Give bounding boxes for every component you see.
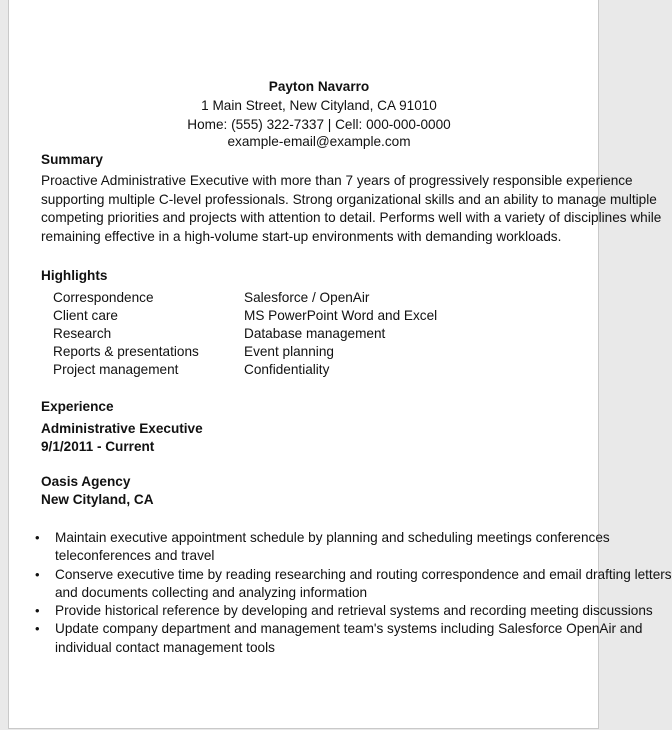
company-name: Oasis Agency bbox=[41, 474, 131, 489]
summary-line: supporting multiple C-level professionals. Strong organizational skills and an ability to manage multiple bbox=[41, 191, 657, 207]
summary-line: Proactive Administrative Executive with more than 7 years of progressively responsible experience bbox=[41, 173, 633, 188]
highlight-item: Reports & presentations bbox=[53, 344, 199, 359]
list-item bbox=[35, 529, 610, 566]
highlight-item: Research bbox=[53, 326, 112, 341]
highlight-item: Client care bbox=[53, 308, 118, 323]
summary-line: competing priorities and projects with attention to detail. Performs well with a variety of disciplines while bbox=[41, 210, 662, 225]
summary-paragraph bbox=[41, 172, 662, 246]
bullet-icon: • bbox=[35, 530, 40, 545]
bullet-text: individual contact management tools bbox=[55, 639, 275, 655]
job-dates: 9/1/2011 - Current bbox=[41, 439, 155, 454]
experience-heading: Experience bbox=[41, 399, 114, 414]
summary-line: remaining effective in a high-volume start-up environments with demanding workloads. bbox=[41, 228, 562, 244]
summary-heading: Summary bbox=[41, 152, 103, 167]
email-line: example-email@example.com bbox=[227, 134, 411, 149]
bullet-text: Maintain executive appointment schedule by planning and scheduling meetings conferences bbox=[55, 530, 610, 545]
bullet-icon: • bbox=[35, 603, 40, 619]
resume-page bbox=[8, 0, 672, 729]
address-line: 1 Main Street, New Cityland, CA 91010 bbox=[201, 98, 437, 113]
bullet-text: and documents collecting and analyzing information bbox=[55, 584, 368, 600]
phone-line: Home: (555) 322-7337 | Cell: 000-000-0000 bbox=[187, 117, 451, 132]
bullet-icon: • bbox=[35, 621, 40, 637]
experience-bullets bbox=[35, 529, 672, 657]
list-item bbox=[35, 620, 643, 657]
company-location: New Cityland, CA bbox=[41, 492, 154, 507]
candidate-name: Payton Navarro bbox=[268, 79, 370, 94]
highlight-item: Project management bbox=[53, 362, 179, 377]
highlight-item: Salesforce / OpenAir bbox=[244, 290, 370, 305]
bullet-text: Update company department and management team's systems including Salesforce OpenAir and bbox=[55, 621, 643, 637]
list-item bbox=[35, 602, 653, 620]
list-item bbox=[35, 566, 672, 603]
highlight-item: Confidentiality bbox=[244, 362, 330, 377]
highlight-item: Event planning bbox=[244, 344, 334, 359]
bullet-text: Conserve executive time by reading researching and routing correspondence and email drafting letters bbox=[55, 566, 672, 582]
highlight-item: MS PowerPoint Word and Excel bbox=[244, 308, 438, 323]
bullet-icon: • bbox=[35, 566, 40, 582]
job-title: Administrative Executive bbox=[41, 421, 203, 436]
highlight-item: Database management bbox=[244, 326, 386, 341]
highlights-heading: Highlights bbox=[41, 268, 108, 283]
highlight-item: Correspondence bbox=[53, 290, 154, 305]
bullet-text: teleconferences and travel bbox=[55, 548, 215, 564]
bullet-text: Provide historical reference by developing and retrieval systems and recording meeting discussions bbox=[55, 603, 653, 619]
